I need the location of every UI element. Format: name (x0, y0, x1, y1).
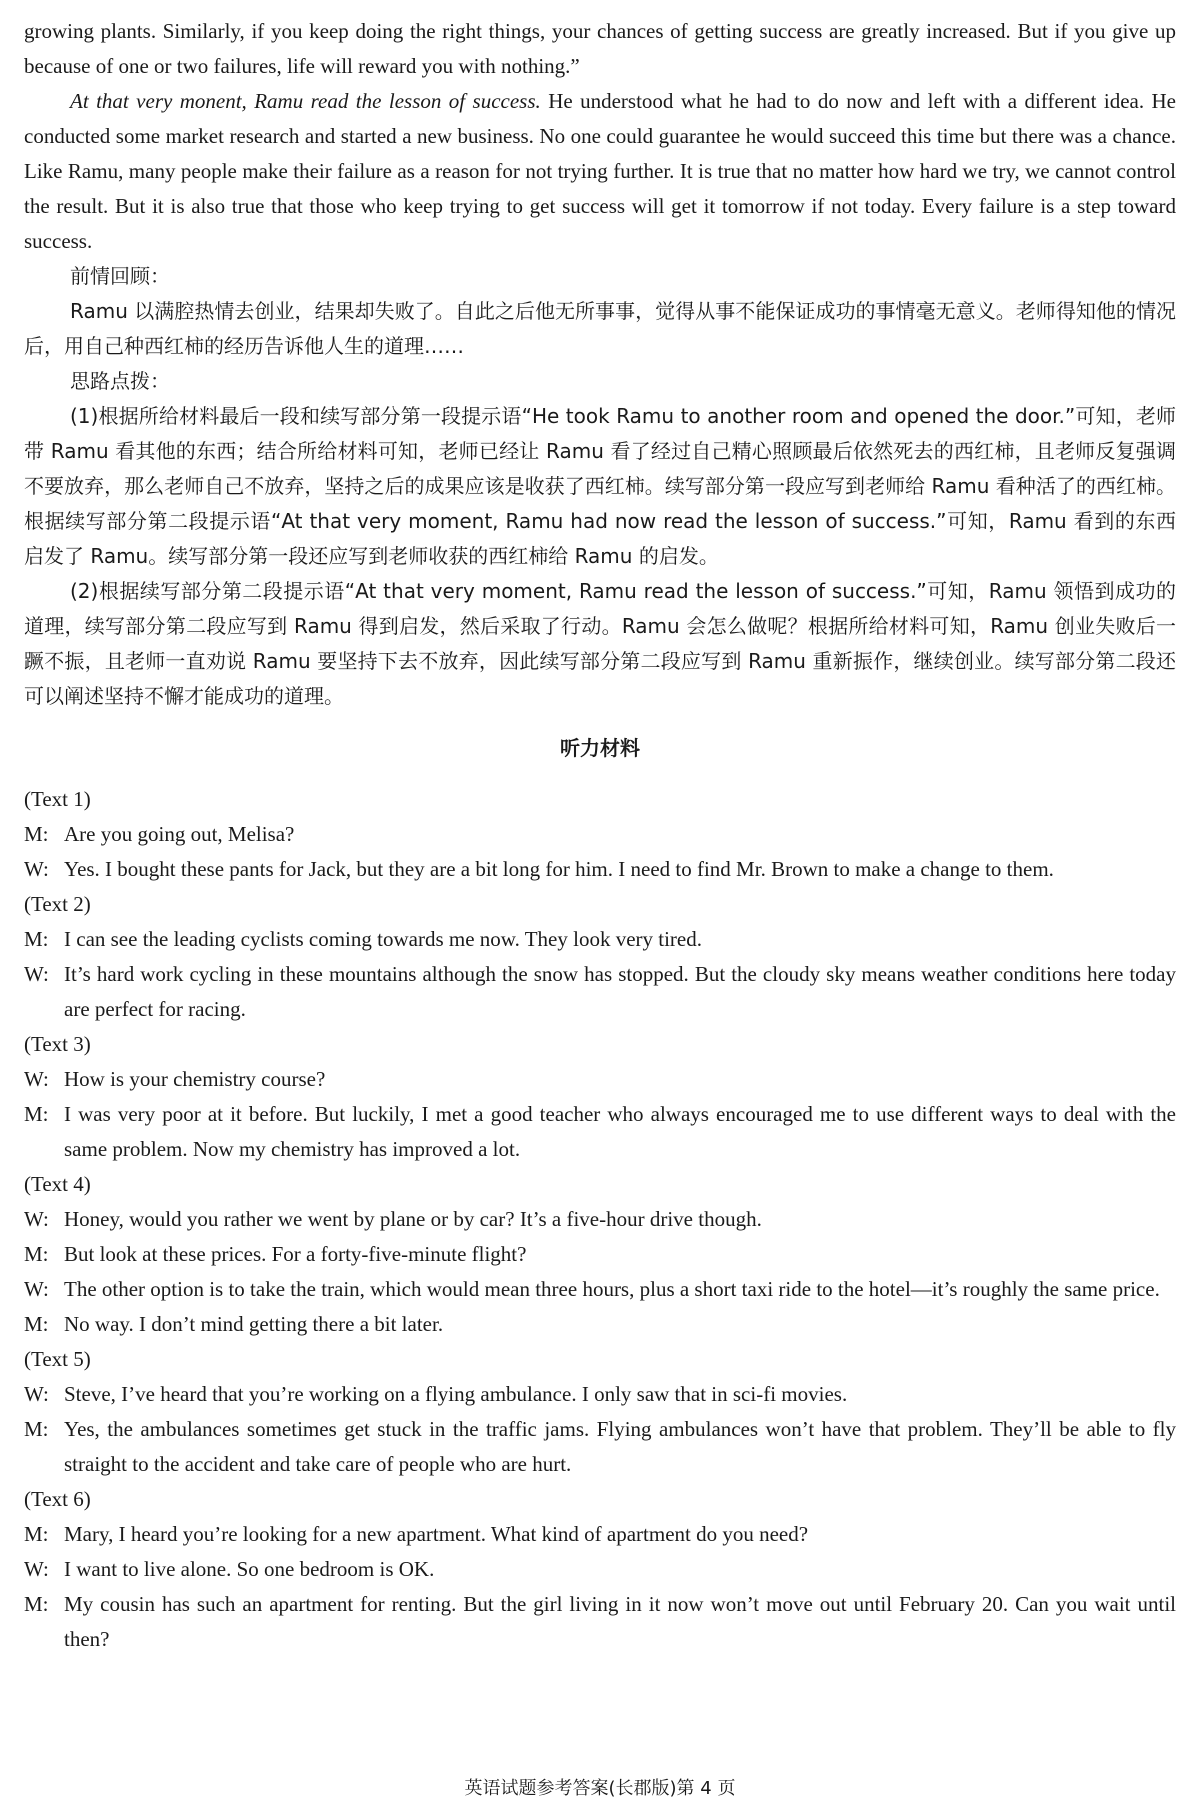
listening-section-title: 听力材料 (560, 736, 640, 760)
dialogue-line (24, 852, 1176, 887)
dialogue-text: I want to live alone. So one bedroom is OK. (64, 1557, 435, 1581)
speaker-label: W: (24, 1382, 49, 1406)
dialogue-line (24, 1307, 1176, 1342)
speaker-label: W: (24, 1207, 49, 1231)
tips-point-1: (1)根据所给材料最后一段和续写部分第一段提示语“He took Ramu to another room and opened the door.”可知，老师带 Ramu 看其他的东西；结合所给材料可知，老师已经让 Ramu 看了经过自己精心照顾最后依然死去的西红柿，且老师反复强调不要放弃，那么老师自己不放弃，坚持之后的成果应该是收获了西红柿。续写部分第一段应写到老师给 Ramu 看种活了的西红柿。根据续写部分第二段提示语“At that very moment, Ramu had now read the lesson of success.”可知，Ramu 看到的东西启发了 Ramu。续写部分第一段还应写到老师收获的西红柿给 Ramu 的启发。 (24, 404, 1176, 568)
speaker-label: W: (24, 1557, 49, 1581)
dialogue-text: Steve, I’ve heard that you’re working on a flying ambulance. I only saw that in sci-fi movies. (64, 1382, 848, 1406)
speaker-label: M: (24, 1102, 49, 1126)
dialogue-text: I was very poor at it before. But luckily, I met a good teacher who always encouraged me to use different ways to deal with the same problem. Now my chemistry has improved a lot. (64, 1102, 1176, 1161)
dialogue-line (24, 1377, 1176, 1412)
dialogue-text: Yes. I bought these pants for Jack, but they are a bit long for him. I need to find Mr. Brown to make a change to them. (64, 857, 1054, 881)
speaker-label: M: (24, 1417, 49, 1441)
speaker-label: W: (24, 1067, 49, 1091)
speaker-label: M: (24, 822, 49, 846)
dialogue-line (24, 1062, 1176, 1097)
transcript-label: (Text 4) (24, 1172, 91, 1196)
dialogue-line (24, 922, 1176, 957)
dialogue-line (24, 1202, 1176, 1237)
speaker-label: M: (24, 927, 49, 951)
story-paragraph-1: growing plants. Similarly, if you keep doing the right things, your chances of getting success are greatly increased. But if you give up because of one or two failures, life will reward you with nothing.” (24, 19, 1176, 78)
tips-point-2: (2)根据续写部分第二段提示语“At that very moment, Ramu read the lesson of success.”可知，Ramu 领悟到成功的道理，续写部分第二段应写到 Ramu 得到启发，然后采取了行动。Ramu 会怎么做呢？根据所给材料可知，Ramu 创业失败后一蹶不振，且老师一直劝说 Ramu 要坚持下去不放弃，因此续写部分第二段应写到 Ramu 重新振作，继续创业。续写部分第二段还可以阐述坚持不懈才能成功的道理。 (24, 579, 1176, 708)
dialogue-line (24, 1237, 1176, 1272)
dialogue-text: The other option is to take the train, which would mean three hours, plus a short taxi ride to the hotel—it’s roughly the same price. (64, 1277, 1160, 1301)
speaker-label: M: (24, 1592, 49, 1616)
review-body: Ramu 以满腔热情去创业，结果却失败了。自此之后他无所事事，觉得从事不能保证成功的事情毫无意义。老师得知他的情况后，用自己种西红柿的经历告诉他人生的道理…… (24, 299, 1176, 358)
dialogue-text: I can see the leading cyclists coming towards me now. They look very tired. (64, 927, 702, 951)
dialogue-line (24, 1412, 1176, 1482)
dialogue-line (24, 1272, 1176, 1307)
dialogue-text: My cousin has such an apartment for renting. But the girl living in it now won’t move out until February 20. Can you wait until then? (64, 1592, 1176, 1651)
tips-heading: 思路点拨： (70, 369, 170, 393)
speaker-label: M: (24, 1242, 49, 1266)
dialogue-line (24, 957, 1176, 1027)
transcript-label: (Text 3) (24, 1032, 91, 1056)
dialogue-text: Are you going out, Melisa? (64, 822, 295, 846)
transcript-label: (Text 1) (24, 787, 91, 811)
page-footer: 英语试题参考答案(长郡版)第 4 页 (464, 1778, 736, 1799)
dialogue-text: Yes, the ambulances sometimes get stuck in the traffic jams. Flying ambulances won’t have that problem. They’ll be able to fly straight to the accident and take care of people who are hurt. (64, 1417, 1176, 1476)
review-heading: 前情回顾： (70, 264, 170, 288)
story-paragraph-2 (24, 84, 1176, 259)
story-paragraph-2-rest: He understood what he had to do now and left with a different idea. He conducted some market research and started a new business. No one could guarantee he would succeed this time but there was a chance. Like Ramu, many people make their failure as a reason for not trying further. It is true that no matter how hard we try, we cannot control the result. But it is also true that those who keep trying to get success will get it tomorrow if not today. Every failure is a step toward success. (24, 89, 1176, 253)
dialogue-text: No way. I don’t mind getting there a bit later. (64, 1312, 444, 1336)
speaker-label: M: (24, 1312, 49, 1336)
transcript-label: (Text 2) (24, 892, 91, 916)
speaker-label: M: (24, 1522, 49, 1546)
dialogue-text: How is your chemistry course? (64, 1067, 326, 1091)
speaker-label: W: (24, 857, 49, 881)
dialogue-text: Mary, I heard you’re looking for a new apartment. What kind of apartment do you need? (64, 1522, 809, 1546)
story-paragraph-2-italic: At that very monent, Ramu read the lesson of success. (70, 89, 541, 113)
dialogue-text: But look at these prices. For a forty-five-minute flight? (64, 1242, 527, 1266)
dialogue-text: It’s hard work cycling in these mountains although the snow has stopped. But the cloudy sky means weather conditions here today are perfect for racing. (64, 962, 1176, 1021)
dialogue-line (24, 1587, 1176, 1657)
dialogue-line (24, 1552, 1176, 1587)
document-page (24, 14, 1176, 1657)
dialogue-line (24, 817, 1176, 852)
transcript-label: (Text 6) (24, 1487, 91, 1511)
dialogue-line (24, 1097, 1176, 1167)
transcript-label: (Text 5) (24, 1347, 91, 1371)
listening-transcripts (24, 782, 1176, 1657)
dialogue-line (24, 1517, 1176, 1552)
dialogue-text: Honey, would you rather we went by plane or by car? It’s a five-hour drive though. (64, 1207, 762, 1231)
speaker-label: W: (24, 962, 49, 986)
speaker-label: W: (24, 1277, 49, 1301)
